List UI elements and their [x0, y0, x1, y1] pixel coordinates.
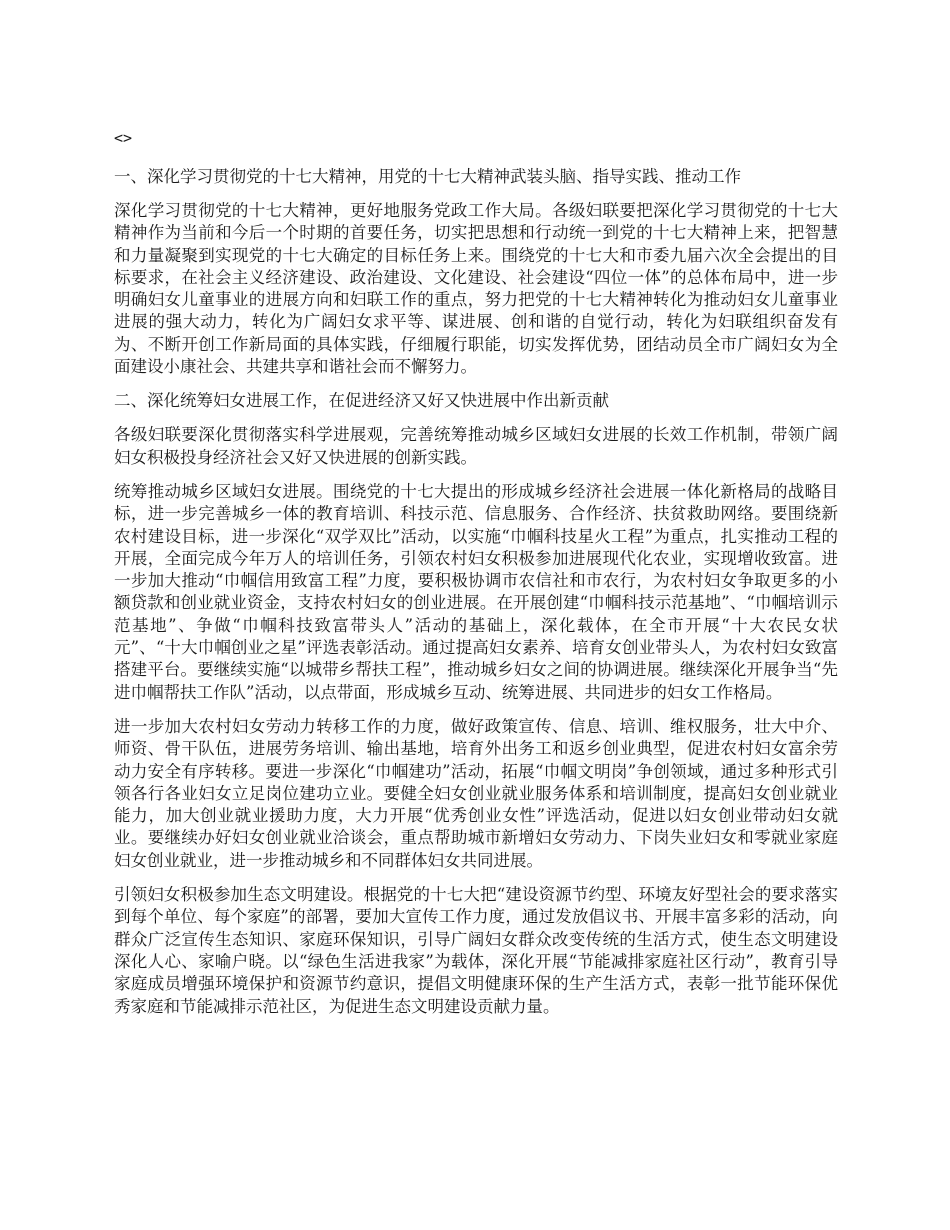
- body-paragraph: 各级妇联要深化贯彻落实科学进展观，完善统筹推动城乡区域妇女进展的长效工作机制，带领广阔妇女积极投身经济社会又好又快进展的创新实践。: [114, 425, 838, 467]
- document-page: [114, 128, 838, 1030]
- document-body: [114, 166, 838, 1018]
- body-paragraph: 深化学习贯彻党的十七大精神，更好地服务党政工作大局。各级妇联要把深化学习贯彻党的十七大精神作为当前和今后一个时期的首要任务，切实把思想和行动统一到党的十七大精神上来，把智慧和力量凝聚到实现党的十七大确定的目标任务上来。围绕党的十七大和市委九届六次全会提出的目标要求，在社会主义经济建设、政治建设、文化建设、社会建设“四位一体”的总体布局中，进一步明确妇女儿童事业的进展方向和妇联工作的重点，努力把党的十七大精神转化为推动妇女儿童事业进展的强大动力，转化为广阔妇女求平等、谋进展、创和谐的自觉行动，转化为妇联组织奋发有为、不断开创工作新局面的具体实践，仔细履行职能，切实发挥优势，团结动员全市广阔妇女为全面建设小康社会、共建共享和谐社会而不懈努力。: [114, 201, 838, 377]
- body-paragraph: 统筹推动城乡区域妇女进展。围绕党的十七大提出的形成城乡经济社会进展一体化新格局的战略目标，进一步完善城乡一体的教育培训、科技示范、信息服务、合作经济、扶贫救助网络。要围绕新农村建设目标，进一步深化“双学双比”活动，以实施“巾帼科技星火工程”为重点，扎实推动工程的开展，全面完成今年万人的培训任务，引领农村妇女积极参加进展现代化农业，实现增收致富。进一步加大推动“巾帼信用致富工程”力度，要积极协调市农信社和市农行，为农村妇女争取更多的小额贷款和创业就业资金，支持农村妇女的创业进展。在开展创建“巾帼科技示范基地”、“巾帼培训示范基地”、争做“巾帼科技致富带头人”活动的基础上，深化载体，在全市开展“十大农民女状元”、“十大巾帼创业之星”评选表彰活动。通过提高妇女素养、培育女创业带头人，为农村妇女致富搭建平台。要继续实施“以城带乡帮扶工程”，推动城乡妇女之间的协调进展。继续深化开展争当“先进巾帼帮扶工作队”活动，以点带面，形成城乡互动、统筹进展、共同进步的妇女工作格局。: [114, 481, 838, 702]
- body-paragraph: 进一步加大农村妇女劳动力转移工作的力度，做好政策宣传、信息、培训、维权服务，壮大中介、师资、骨干队伍，进展劳务培训、输出基地，培育外出务工和返乡创业典型，促进农村妇女富余劳动力安全有序转移。要进一步深化“巾帼建功”活动，拓展“巾帼文明岗”争创领域，通过多种形式引领各行各业妇女立足岗位建功立业。要健全妇女创业就业服务体系和培训制度，提高妇女创业就业能力，加大创业就业援助力度，大力开展“优秀创业女性”评选活动，促进以妇女创业带动妇女就业。要继续办好妇女创业就业洽谈会，重点帮助城市新增妇女劳动力、下岗失业妇女和零就业家庭妇女创业就业，进一步推动城乡和不同群体妇女共同进展。: [114, 716, 838, 870]
- section-heading: 一、深化学习贯彻党的十七大精神，用党的十七大精神武装头脑、指导实践、推动工作: [114, 167, 741, 186]
- document-marker: <>: [114, 129, 133, 147]
- body-paragraph: 引领妇女积极参加生态文明建设。根据党的十七大把“建设资源节约型、环境友好型社会的要求落实到每个单位、每个家庭”的部署，要加大宣传工作力度，通过发放倡议书、开展丰富多彩的活动，向群众广泛宣传生态知识、家庭环保知识，引导广阔妇女群众改变传统的生活方式，使生态文明建设深化人心、家喻户晓。以“绿色生活进我家”为载体，深化开展“节能减排家庭社区行动”，教育引导家庭成员增强环境保护和资源节约意识，提倡文明健康环保的生产生活方式，表彰一批节能环保优秀家庭和节能减排示范社区，为促进生态文明建设贡献力量。: [114, 885, 838, 1016]
- section-heading: 二、深化统筹妇女进展工作，在促进经济又好又快进展中作出新贡献: [114, 391, 609, 411]
